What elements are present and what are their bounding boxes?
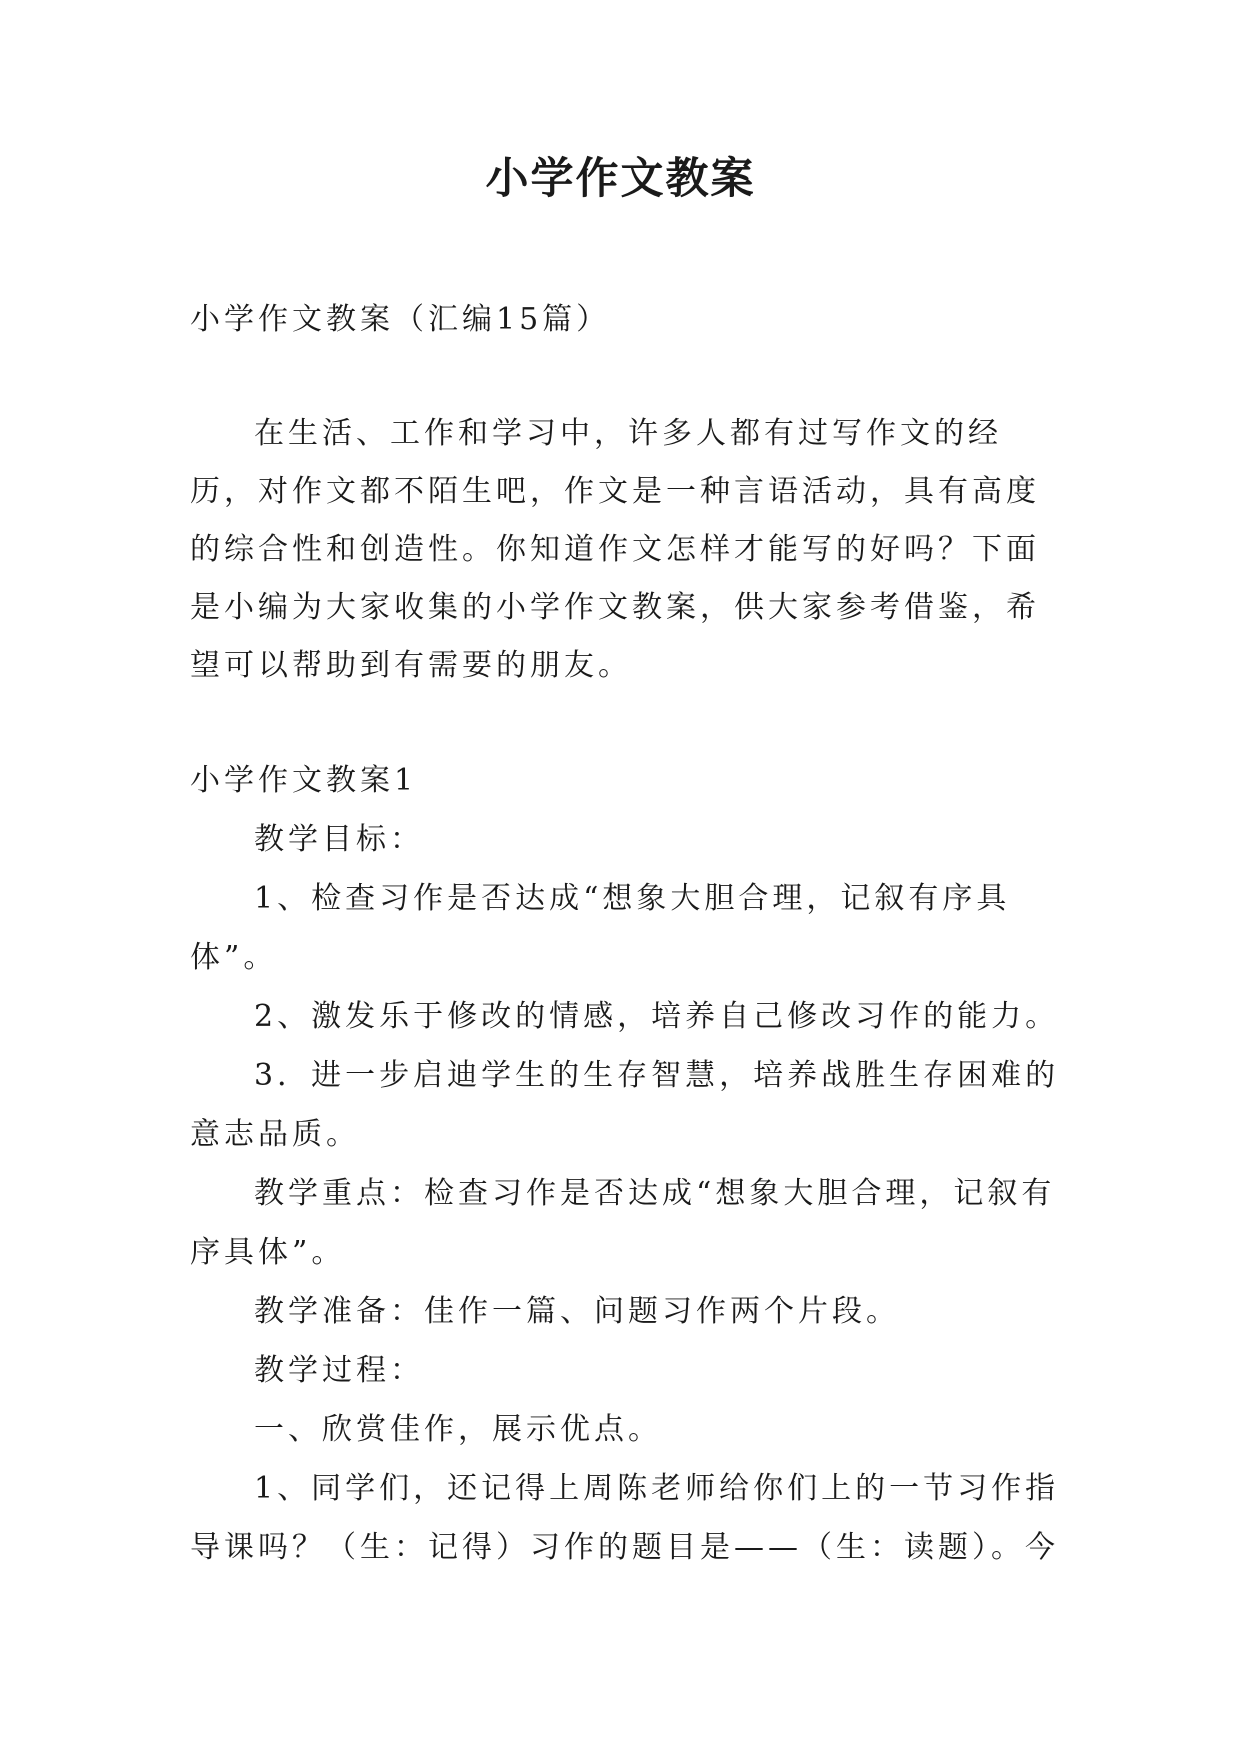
paragraph-preparation: 教学准备：佳作一篇、问题习作两个片段。 — [254, 1294, 900, 1329]
paragraph-step-1: 一、欣赏佳作，展示优点。 — [254, 1412, 662, 1447]
paragraph-process: 教学过程： — [254, 1353, 424, 1388]
document-title: 小学作文教案 — [485, 154, 756, 204]
paragraph-step-1-detail: 1、同学们，还记得上周陈老师给你们上的一节习作指导课吗？（生：记得）习作的题目是——（生：读题）。今 — [190, 1471, 1060, 1565]
paragraph-goal-1: 1、检查习作是否达成“想象大胆合理，记叙有序具体”。 — [190, 881, 1011, 975]
document-body — [190, 290, 1060, 1577]
paragraph-goal-3: 3．进一步启迪学生的生存智慧，培养战胜生存困难的意志品质。 — [190, 1058, 1060, 1152]
section-heading: 小学作文教案1 — [190, 763, 418, 798]
paragraph-goal-2: 2、激发乐于修改的情感，培养自己修改习作的能力。 — [254, 999, 1060, 1034]
paragraph-key-point: 教学重点：检查习作是否达成“想象大胆合理，记叙有序具体”。 — [190, 1176, 1056, 1270]
paragraph-teaching-goals: 教学目标： — [254, 822, 424, 857]
intro-paragraph: 在生活、工作和学习中，许多人都有过写作文的经历，对作文都不陌生吧，作文是一种言语活动，具有高度的综合性和创造性。你知道作文怎样才能写的好吗？下面是小编为大家收集的小学作文教案，供大家参考借鉴，希望可以帮助到有需要的朋友。 — [190, 416, 1040, 683]
document-subtitle: 小学作文教案（汇编15篇） — [190, 302, 611, 337]
